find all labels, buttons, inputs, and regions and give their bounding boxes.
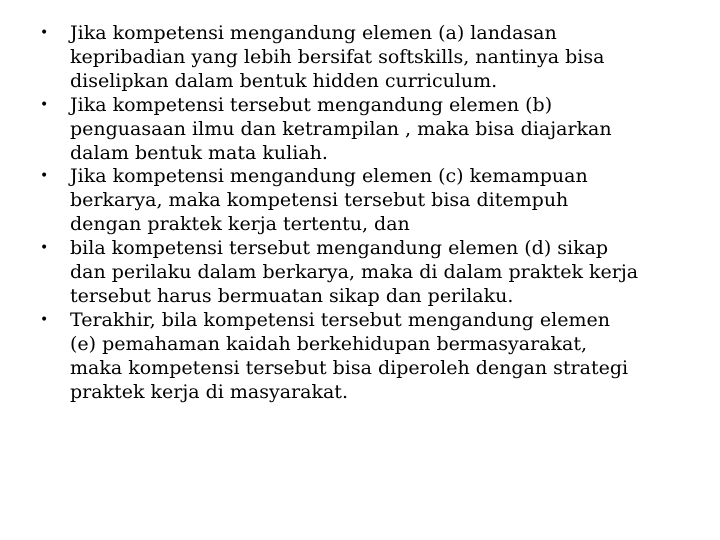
item-text-line: diselipkan dalam bentuk hidden curriculum. [70,69,498,92]
item-text-line: maka kompetensi tersebut bisa diperoleh dengan strategi [70,356,629,379]
item-text-line: bila kompetensi tersebut mengandung elemen (d) sikap [70,237,609,260]
item-text-line: kepribadian yang lebih bersifat softskills, nantinya bisa [70,45,605,68]
bullet-icon: • [40,168,49,185]
item-text-line: penguasaan ilmu dan ketrampilan , maka bisa diajarkan [70,117,612,140]
item-text-line: berkarya, maka kompetensi tersebut bisa ditempuh [70,189,569,212]
list-item [40,94,690,166]
bullet-icon: • [40,240,49,257]
item-text-line: tersebut harus bermuatan sikap dan perilaku. [70,284,514,307]
item-text-line: Terakhir, bila kompetensi tersebut mengandung elemen [70,308,610,331]
item-text-line: dalam bentuk mata kuliah. [70,141,328,164]
item-text-line: dengan praktek kerja tertentu, dan [70,213,410,236]
list-item [40,309,690,405]
item-text-line: praktek kerja di masyarakat. [70,380,348,403]
bullet-icon: • [40,311,49,328]
bullet-icon: • [40,25,49,41]
item-text-line: Jika kompetensi tersebut mengandung elemen (b) [70,93,553,116]
item-text-line: (e) pemahaman kaidah berkehidupan bermasyarakat, [70,332,588,355]
item-text-line: Jika kompetensi mengandung elemen (c) kemampuan [70,165,588,188]
list-item [40,22,690,94]
list-item [40,237,690,309]
bullet-list [40,22,690,405]
bullet-icon: • [40,96,49,113]
item-text-line: dan perilaku dalam berkarya, maka di dalam praktek kerja [70,261,639,284]
item-text-line: Jika kompetensi mengandung elemen (a) landasan [70,22,557,44]
list-item [40,165,690,237]
